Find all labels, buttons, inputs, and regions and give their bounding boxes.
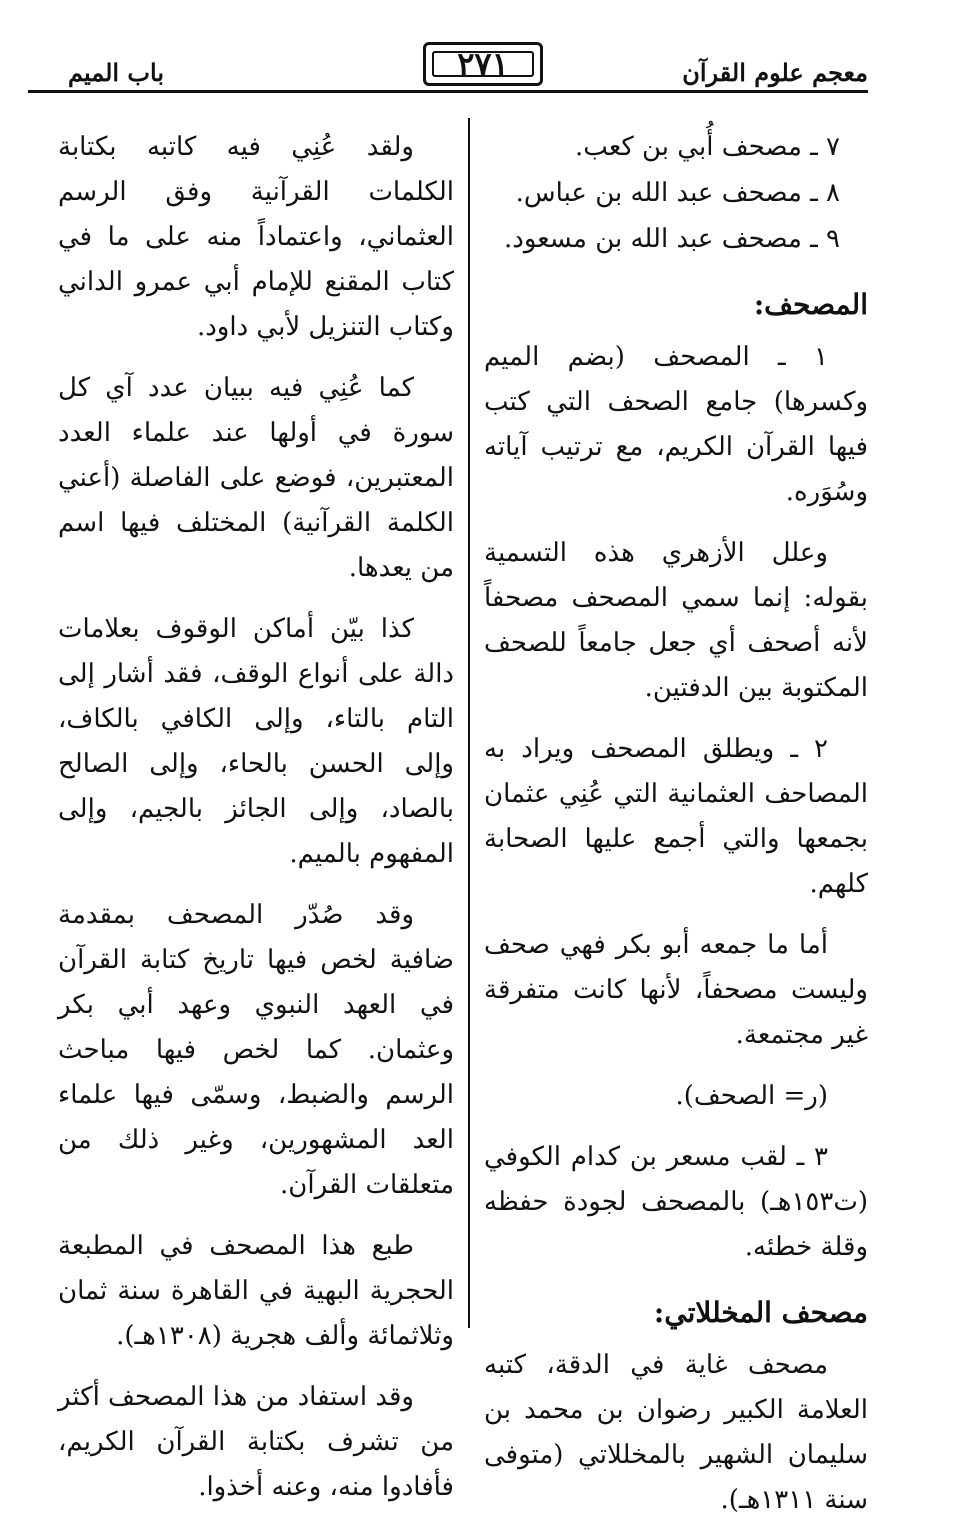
list-item: ٨ ـ مصحف عبد الله بن عباس.	[515, 178, 840, 208]
paragraph: وعلل الأزهري هذه التسمية بقوله: إنما سمي المصحف مصحفاً لأنه أصحف أي جعل جامعاً للصحف المكتوبة بين الدفتين.	[484, 538, 868, 703]
paragraph: ولقد عُنِي فيه كاتبه بكتابة الكلمات القرآنية وفق الرسم العثماني، واعتماداً منه على ما في كتاب المقنع للإمام أبي عمرو الداني وكتاب التنزيل لأبي داود.	[58, 132, 454, 342]
paragraph: ٣ ـ لقب مسعر بن كدام الكوفي (ت١٥٣هـ) بالمصحف لجودة حفظه وقلة خطئه.	[484, 1142, 868, 1262]
paragraph: وقد صُدّر المصحف بمقدمة ضافية لخص فيها تاريخ كتابة القرآن في العهد النبوي وعهد أبي بكر وعثمان. كما لخص فيها مباحث الرسم والضبط، وسمّى فيها علماء العد المشهورين، وغير ذلك من متعلقات القرآن.	[58, 900, 454, 1200]
paragraph: كذا بيّن أماكن الوقوف بعلامات دالة على أنواع الوقف، فقد أشار إلى التام بالتاء، وإلى الكافي بالكاف، وإلى الحسن بالحاء، وإلى الصالح بالصاد، وإلى الجائز بالجيم، وإلى المفهوم بالميم.	[58, 614, 454, 869]
paragraph: كما عُنِي فيه ببيان عدد آي كل سورة في أولها عند علماء العدد المعتبرين، فوضع على الفاصلة (أعني الكلمة القرآنية) المختلف فيها اسم من يعدها.	[58, 373, 454, 583]
section-title: باب الميم	[68, 58, 165, 87]
paragraph: مصحف غاية في الدقة، كتبه العلامة الكبير رضوان بن محمد بن سليمان الشهير بالمخللاتي (متوفى سنة ١٣١١هـ).	[484, 1350, 868, 1515]
paragraph: طبع هذا المصحف في المطبعة الحجرية البهية في القاهرة سنة ثمان وثلاثمائة وألف هجرية (١٣٠٨هـ).	[58, 1231, 454, 1351]
heading-mukhallalati: مصحف المخللاتي:	[653, 1296, 868, 1329]
heading-mushaf: المصحف:	[753, 288, 868, 321]
list-item: ٩ ـ مصحف عبد الله بن مسعود.	[503, 224, 840, 254]
paragraph: ٢ ـ ويطلق المصحف ويراد به المصاحف العثمانية التي عُنِي عثمان بجمعها والتي أجمع عليها الصحابة كلهم.	[484, 734, 868, 899]
left-column	[58, 125, 454, 1526]
page-number	[423, 42, 543, 86]
paragraph: أما ما جمعه أبو بكر فهي صحف وليست مصحفاً، لأنها كانت متفرقة غير مجتمعة.	[484, 930, 868, 1050]
page-header	[28, 30, 868, 90]
paragraph: ١ ـ المصحف (بضم الميم وكسرها) جامع الصحف التي كتب فيها القرآن الكريم، مع ترتيب آياته وسُوَره.	[484, 342, 868, 507]
list-item: ٧ ـ مصحف أُبي بن كعب.	[575, 132, 840, 162]
column-divider	[468, 118, 470, 1328]
header-rule	[28, 90, 868, 93]
book-title: معجم علوم القرآن	[682, 58, 868, 87]
paragraph: (ر= الصحف).	[675, 1081, 828, 1111]
paragraph: وقد استفاد من هذا المصحف أكثر من تشرف بكتابة القرآن الكريم، فأفادوا منه، وعنه أخذوا.	[58, 1382, 454, 1502]
right-column	[484, 125, 868, 1539]
page-number-text: ٢٧١	[457, 45, 509, 83]
